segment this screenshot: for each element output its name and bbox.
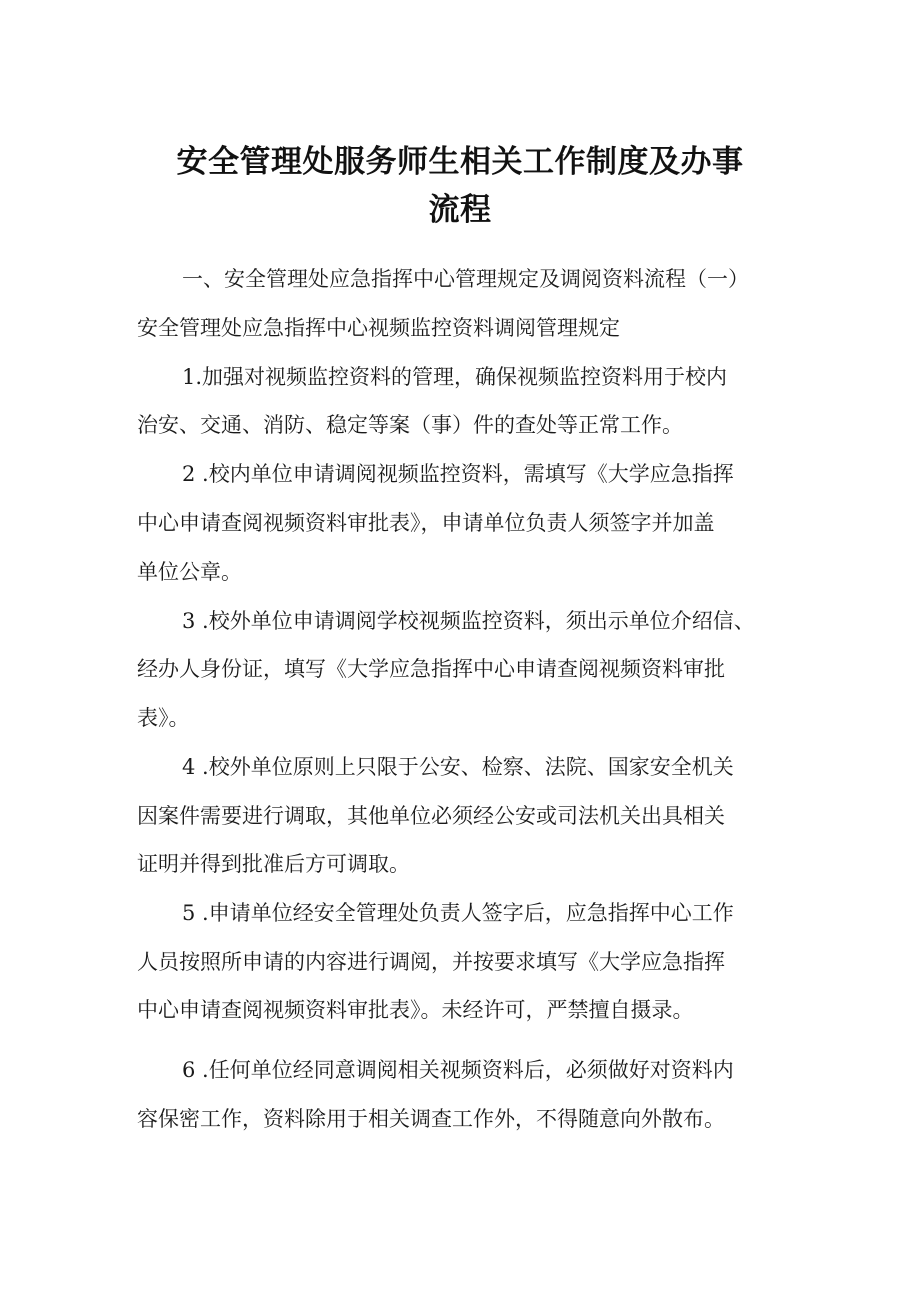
document-title-line1: 安全管理处服务师生相关工作制度及办事 bbox=[176, 144, 744, 180]
paragraph-line: 容保密工作，资料除用于相关调查工作外，不得随意向外散布。 bbox=[137, 1107, 725, 1131]
section-heading-line2: 安全管理处应急指挥中心视频监控资料调阅管理规定 bbox=[137, 316, 620, 340]
section-heading-line1: 一、安全管理处应急指挥中心管理规定及调阅资料流程（一） bbox=[182, 267, 749, 291]
paragraph-line: 因案件需要进行调取，其他单位必须经公安或司法机关出具相关 bbox=[137, 804, 725, 828]
paragraph-line: 6 .任何单位经同意调阅相关视频资料后，必须做好对资料内 bbox=[182, 1058, 734, 1082]
paragraph-line: 人员按照所申请的内容进行调阅，并按要求填写《大学应急指挥 bbox=[137, 950, 725, 974]
paragraph-line: 中心申请查阅视频资料审批表》。未经许可，严禁擅自摄录。 bbox=[137, 998, 694, 1022]
paragraph-line: 5 .申请单位经安全管理处负责人签字后，应急指挥中心工作 bbox=[182, 901, 734, 925]
document-title-line2: 流程 bbox=[428, 192, 492, 228]
paragraph-line: 2 .校内单位申请调阅视频监控资料，需填写《大学应急指挥 bbox=[182, 462, 734, 486]
paragraph-line: 3 .校外单位申请调阅学校视频监控资料，须出示单位介绍信、 bbox=[182, 609, 755, 633]
paragraph-line: 单位公章。 bbox=[137, 560, 242, 584]
paragraph-line: 1.加强对视频监控资料的管理，确保视频监控资料用于校内 bbox=[182, 365, 728, 389]
paragraph-line: 4 .校外单位原则上只限于公安、检察、法院、国家安全机关 bbox=[182, 755, 734, 779]
paragraph-line: 表》。 bbox=[137, 706, 190, 730]
paragraph-line: 中心申请查阅视频资料审批表》，申请单位负责人须签字并加盖 bbox=[137, 511, 715, 535]
paragraph-line: 证明并得到批准后方可调取。 bbox=[137, 852, 410, 876]
paragraph-line: 治安、交通、消防、稳定等案（事）件的查处等正常工作。 bbox=[137, 413, 683, 437]
paragraph-line: 经办人身份证，填写《大学应急指挥中心申请查阅视频资料审批 bbox=[137, 657, 725, 681]
